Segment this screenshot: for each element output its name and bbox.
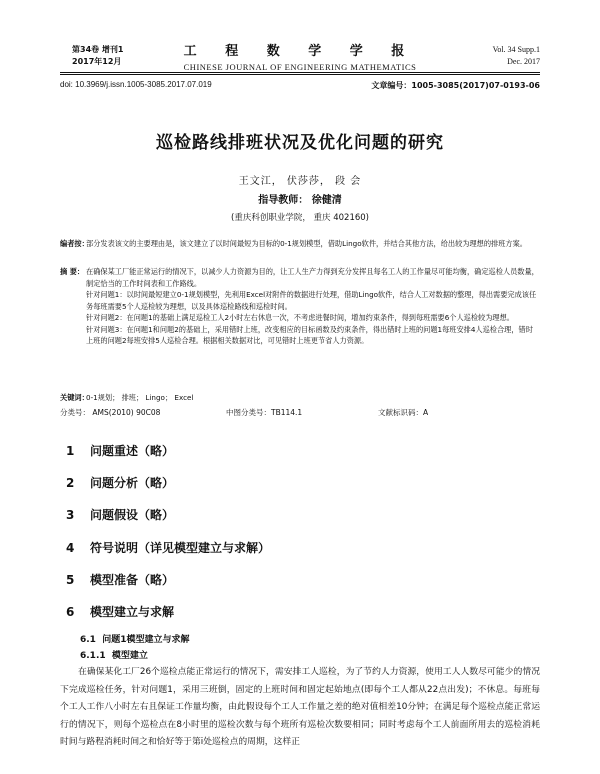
abstract-line: 针对问题2：在问题1的基础上满足巡检工人2小时左右休息一次，不考虑进餐时间，增加约束条件，得到每班需要6个人巡检较为理想。 <box>86 313 514 322</box>
header-volume-en-block <box>493 44 540 68</box>
section-title: 符号说明（详见模型建立与求解） <box>90 541 271 555</box>
doi: doi: 10.3969/j.issn.1005-3085.2017.07.019 <box>60 80 212 89</box>
section-heading <box>66 506 174 523</box>
subsection-title: 问题1模型建立与求解 <box>102 635 190 645</box>
date-cn: 2017年12月 <box>72 57 122 66</box>
section-heading <box>66 442 174 459</box>
section-heading <box>66 539 270 556</box>
body-paragraph: 在确保某化工厂26个巡检点能正常运行的情况下，需安排工人巡检，为了节约人力资源，使用工人人数尽可能少的情况下完成巡检任务，针对问题1，采用三班倒，固定的上班时间和固定起始地点(即每个工人都从22点出发)；不休息。每班每个工人工作八小时左右且保证工作量均衡，由此假设每个工人工作量之差的绝对值相差10分钟；在满足每个巡检点能正常运行的情况下，则每个巡检点在8小时里的巡检次数与每个班所有巡检次数要相同；同时考虑每个工人前面所用去的巡检消耗时间与路程消耗时间之和恰好等于第i处巡检点的周期，这样正 <box>60 667 540 747</box>
article-number: 文章编号：1005-3085(2017)07-0193-06 <box>371 81 540 90</box>
journal-title-block <box>150 40 450 72</box>
subsubsection-number: 6.1.1 <box>80 651 106 661</box>
keywords-text: 0-1规划； 排班； Lingo； Excel <box>86 393 194 402</box>
subsubsection-title: 模型建立 <box>111 651 148 661</box>
section-title: 模型建立与求解 <box>90 605 175 619</box>
section-title: 问题假设（略） <box>90 508 175 522</box>
volume-en: Vol. 34 Supp.1 <box>492 45 540 54</box>
section-number: 2 <box>66 476 75 490</box>
section-title: 问题重述（略） <box>90 444 175 458</box>
section-number: 1 <box>66 444 75 458</box>
abstract <box>60 266 540 347</box>
section-number: 4 <box>66 541 75 555</box>
journal-title-en: CHINESE JOURNAL OF ENGINEERING MATHEMATICS <box>183 62 417 72</box>
section-title: 模型准备（略） <box>90 573 175 587</box>
document-code: 文献标识码：A <box>378 408 429 417</box>
editor-note-label: 编者按： <box>60 239 89 248</box>
editor-note-text: 部分发表该文的主要理由是，该文建立了以时间最短为目标的0-1规划模型，借助Lingo软件，并结合其他方法，给出较为理想的排班方案。 <box>86 239 527 248</box>
section-number: 5 <box>66 573 75 587</box>
date-en: Dec. 2017 <box>507 57 540 66</box>
subsection-number: 6.1 <box>80 635 96 645</box>
section-heading <box>66 571 174 588</box>
section-title: 问题分析（略） <box>90 476 175 490</box>
header-rule-thin <box>60 74 540 75</box>
volume-cn: 第34卷 增刊1 <box>72 45 124 54</box>
header-rule <box>60 72 540 73</box>
abstract-line: 针对问题1：以时间最短建立0-1规划模型，先利用Excel对附件的数据进行处理，借助Lingo软件，结合人工对数据的整理，得出需要完成该任务每班需要5个人巡检较为理想，以及具体巡检路线和巡检时间。 <box>86 290 537 311</box>
abstract-line: 在确保某工厂能正常运行的情况下，以减少人力资源为目的，让工人生产力得到充分发挥且每名工人的工作量尽可能均衡，确定巡检人员数量，制定恰当的工作时间表和工作路线。 <box>86 267 539 288</box>
clc-classification: 中图分类号：TB114.1 <box>226 408 303 417</box>
advisor: 指导教师： 徐健清 <box>258 195 342 206</box>
abstract-label: 摘 要： <box>60 267 85 276</box>
ams-classification: 分类号： AMS(2010) 90C08 <box>60 408 161 417</box>
section-heading <box>66 603 174 620</box>
section-number: 3 <box>66 508 75 522</box>
abstract-line: 针对问题3：在问题1和问题2的基础上，采用错时上班，改变相应的目标函数及约束条件，得出错时上班的问题1每班安排4人巡检合理，错时上班的问题2每班安排5人巡检合理。根据相关数据对比，可见错时上班更节省人力资源。 <box>86 324 533 345</box>
editor-note <box>60 238 540 250</box>
keywords-label: 关键词： <box>60 393 89 402</box>
authors: 王文江， 伏莎莎， 段 会 <box>238 176 362 187</box>
affiliation: (重庆科创职业学院， 重庆 402160) <box>231 213 369 223</box>
section-number: 6 <box>66 605 75 619</box>
journal-title-cn: 工 程 数 学 学 报 <box>183 44 417 59</box>
header-volume-block <box>72 44 123 68</box>
keywords <box>60 392 540 404</box>
section-heading <box>66 474 174 491</box>
subsection-heading <box>80 632 190 645</box>
subsubsection-heading <box>80 648 148 661</box>
paper-title: 巡检路线排班状况及优化问题的研究 <box>156 133 444 153</box>
